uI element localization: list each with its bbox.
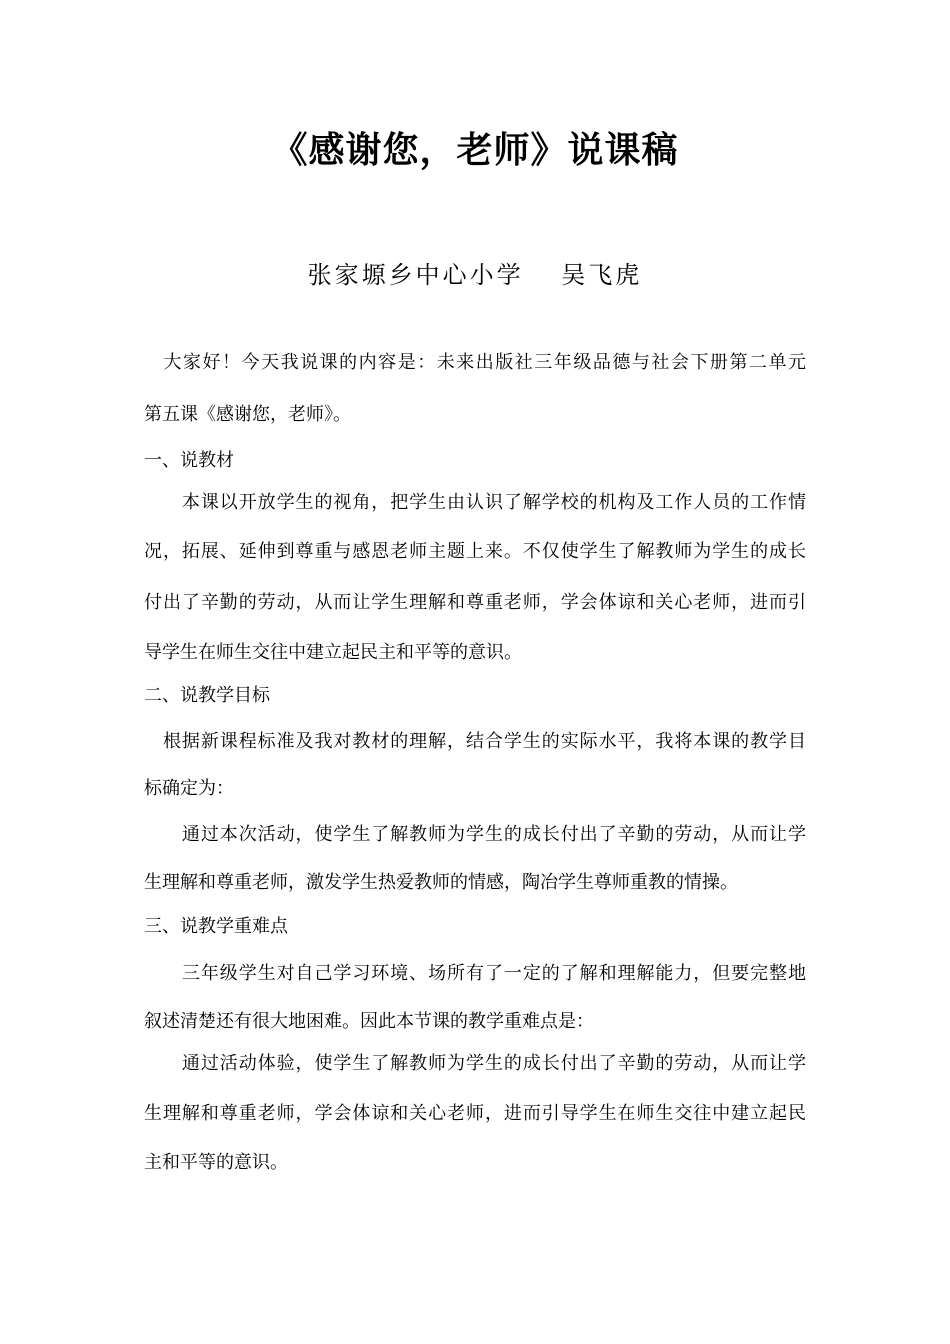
paragraph-line: 三年级学生对自己学习环境、场所有了一定的了解和理解能力，但要完整地 [144,963,806,984]
paragraph-line: 大家好！今天我说课的内容是：未来出版社三年级品德与社会下册第二单元 [144,352,806,373]
paragraph-line: 标确定为： [144,778,234,799]
paragraph-line: 通过本次活动，使学生了解教师为学生的成长付出了辛勤的劳动，从而让学 [144,824,806,845]
section-heading: 一、说教材 [144,450,234,471]
author-byline: 张家塬乡中心小学 吴飞虎 [307,261,643,289]
document-title: 《感谢您，老师》说课稿 [271,129,679,171]
paragraph-line: 生理解和尊重老师，学会体谅和关心老师，进而引导学生在师生交往中建立起民 [144,1103,806,1124]
section-heading: 二、说教学目标 [144,685,270,706]
paragraph-line: 根据新课程标准及我对教材的理解，结合学生的实际水平，我将本课的教学目 [144,731,806,752]
paragraph-line: 付出了辛勤的劳动，从而让学生理解和尊重老师，学会体谅和关心老师，进而引 [144,592,806,613]
paragraph-line: 生理解和尊重老师，激发学生热爱教师的情感，陶冶学生尊师重教的情操。 [144,872,738,893]
paragraph-line: 况，拓展、延伸到尊重与感恩老师主题上来。不仅使学生了解教师为学生的成长 [144,541,806,562]
paragraph-line: 叙述清楚还有很大地困难。因此本节课的教学重难点是： [144,1011,594,1032]
paragraph-line: 通过活动体验，使学生了解教师为学生的成长付出了辛勤的劳动，从而让学 [144,1053,806,1074]
paragraph-line: 导学生在师生交往中建立起民主和平等的意识。 [144,642,522,663]
paragraph-line: 第五课《感谢您，老师》。 [144,404,351,425]
paragraph-line: 本课以开放学生的视角，把学生由认识了解学校的机构及工作人员的工作情 [144,492,806,513]
paragraph-line: 主和平等的意识。 [144,1152,288,1173]
section-heading: 三、说教学重难点 [144,916,288,937]
